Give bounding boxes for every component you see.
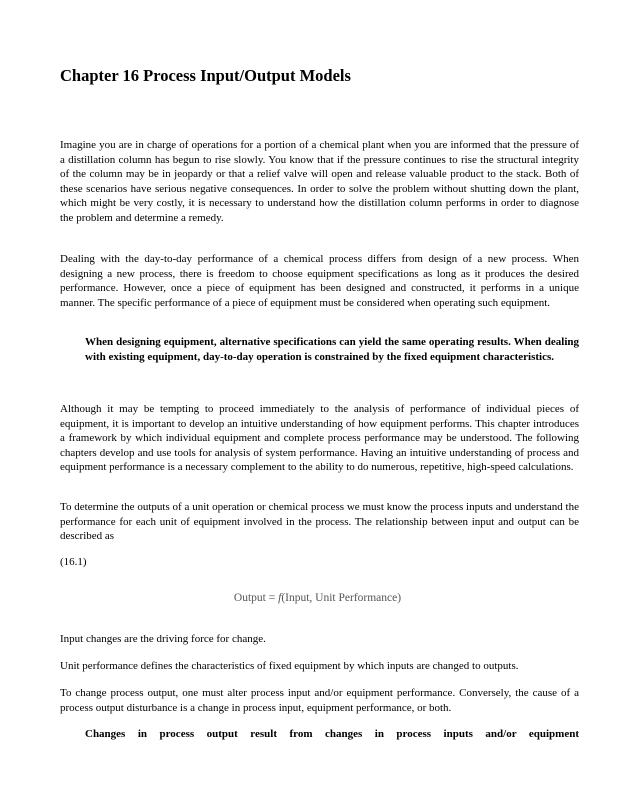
equation-args: (Input, Unit Performance) (281, 592, 402, 604)
equation-equals: = (265, 592, 279, 604)
paragraph-inputs-outputs: To determine the outputs of a unit operation or chemical process we must know the process inputs and understand the performance for each unit of equipment involved in the process. The relationship between input and output can be described as (60, 501, 579, 542)
chapter-title: Chapter 16 Process Input/Output Models (60, 66, 351, 85)
equation-16-1 (0, 592, 635, 604)
paragraph-day-to-day: Dealing with the day-to-day performance of a chemical process differs from design of a new process. When designing a new process, there is freedom to choose equipment specifications as long as it produces the desired performance. However, once a piece of equipment has been designed and constructed, it performs in a unique manner. The specific performance of a piece of equipment must be considered when operating such equipment. (60, 253, 579, 309)
paragraph-intro: Imagine you are in charge of operations for a portion of a chemical plant when you are informed that the pressure of a distillation column has begun to rise slowly. You know that if the pressure continues to rise the structural integrity of the column may be in jeopardy or that a relief valve will open and release valuable product to the stack. Both of these scenarios have serious negative consequences. In order to solve the problem without shutting down the plant, which might be very costly, it is necessary to understand how the distillation column performs in order to diagnose the problem and determine a remedy. (60, 139, 579, 224)
paragraph-change-output: To change process output, one must alter process input and/or equipment performance. Conversely, the cause of a process output disturbance is a change in process input, equipment performance, or both. (60, 687, 579, 714)
equation-lhs: Output (233, 592, 266, 604)
paragraph-framework: Although it may be tempting to proceed immediately to the analysis of performance of individual pieces of equipment, it is important to develop an intuitive understanding of how equipment performs. This chapter introduces a framework by which individual equipment and complete process performance may be understood. The following chapters develop and use tools for analysis of system performance. Having an intuitive understanding of process and equipment performance is a necessary complement to the ability to do numerous, repetitive, high-speed calculations. (60, 403, 579, 473)
equation-number: (16.1) (60, 556, 87, 568)
paragraph-input-changes: Input changes are the driving force for change. (60, 633, 266, 645)
callout-design-vs-operation: When designing equipment, alternative specifications can yield the same operating results. When dealing with existing equipment, day-to-day operation is constrained by the fixed equipment characteristics. (85, 336, 579, 363)
callout-output-changes: Changes in process output result from changes in process inputs and/or equipment (85, 728, 579, 740)
paragraph-unit-performance: Unit performance defines the characteristics of fixed equipment by which inputs are changed to outputs. (60, 660, 519, 672)
equation-function: f (278, 592, 282, 604)
